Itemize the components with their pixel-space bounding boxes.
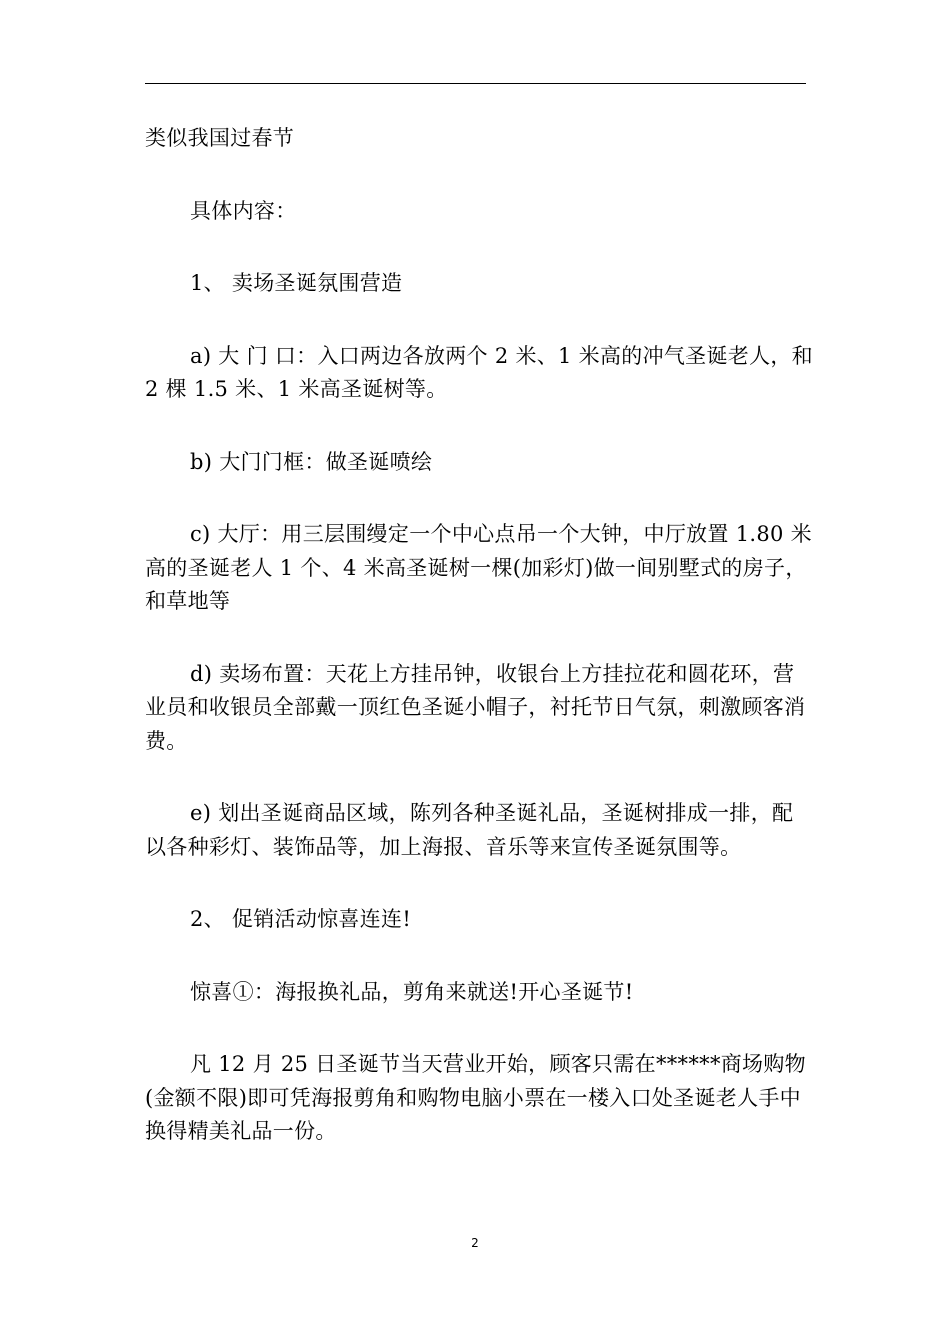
- paragraph-item-e: e) 划出圣诞商品区域，陈列各种圣诞礼品，圣诞树排成一排，配以各种彩灯、装饰品等，加上海报、音乐等来宣传圣诞氛围等。: [145, 801, 794, 859]
- page-number: 2: [471, 1236, 479, 1250]
- paragraph-item-d: d) 卖场布置：天花上方挂吊钟，收银台上方挂拉花和圆花环，营业员和收银员全部戴一顶红色圣诞小帽子，衬托节日气氛，刺激顾客消费。: [145, 661, 806, 753]
- paragraph-item-a: a) 大 门 口：入口两边各放两个 2 米、1 米高的冲气圣诞老人，和 2 棵 1.5 米、1 米高圣诞树等。: [145, 343, 813, 401]
- document-body: [145, 122, 813, 1149]
- paragraph-item-c: c) 大厅：用三层围缦定一个中心点吊一个大钟，中厅放置 1.80 米高的圣诞老人 1 个、4 米高圣诞树一棵(加彩灯)做一间别墅式的房子，和草地等: [145, 522, 812, 613]
- paragraph-content-heading: 具体内容：: [190, 198, 297, 223]
- paragraph-intro: 类似我国过春节: [145, 126, 295, 150]
- header-rule: [145, 83, 806, 84]
- section-heading-2: 2、 促销活动惊喜连连!: [190, 907, 412, 931]
- section-heading-1: 1、 卖场圣诞氛围营造: [190, 271, 403, 295]
- paragraph-surprise-1: 惊喜①：海报换礼品，剪角来就送!开心圣诞节!: [190, 979, 634, 1004]
- paragraph-surprise-1-detail: 凡 12 月 25 日圣诞节当天营业开始，顾客只需在******商场购物(金额不限)即可凭海报剪角和购物电脑小票在一楼入口处圣诞老人手中换得精美礼品一份。: [145, 1052, 806, 1143]
- paragraph-item-b: b) 大门门框：做圣诞喷绘: [190, 449, 433, 474]
